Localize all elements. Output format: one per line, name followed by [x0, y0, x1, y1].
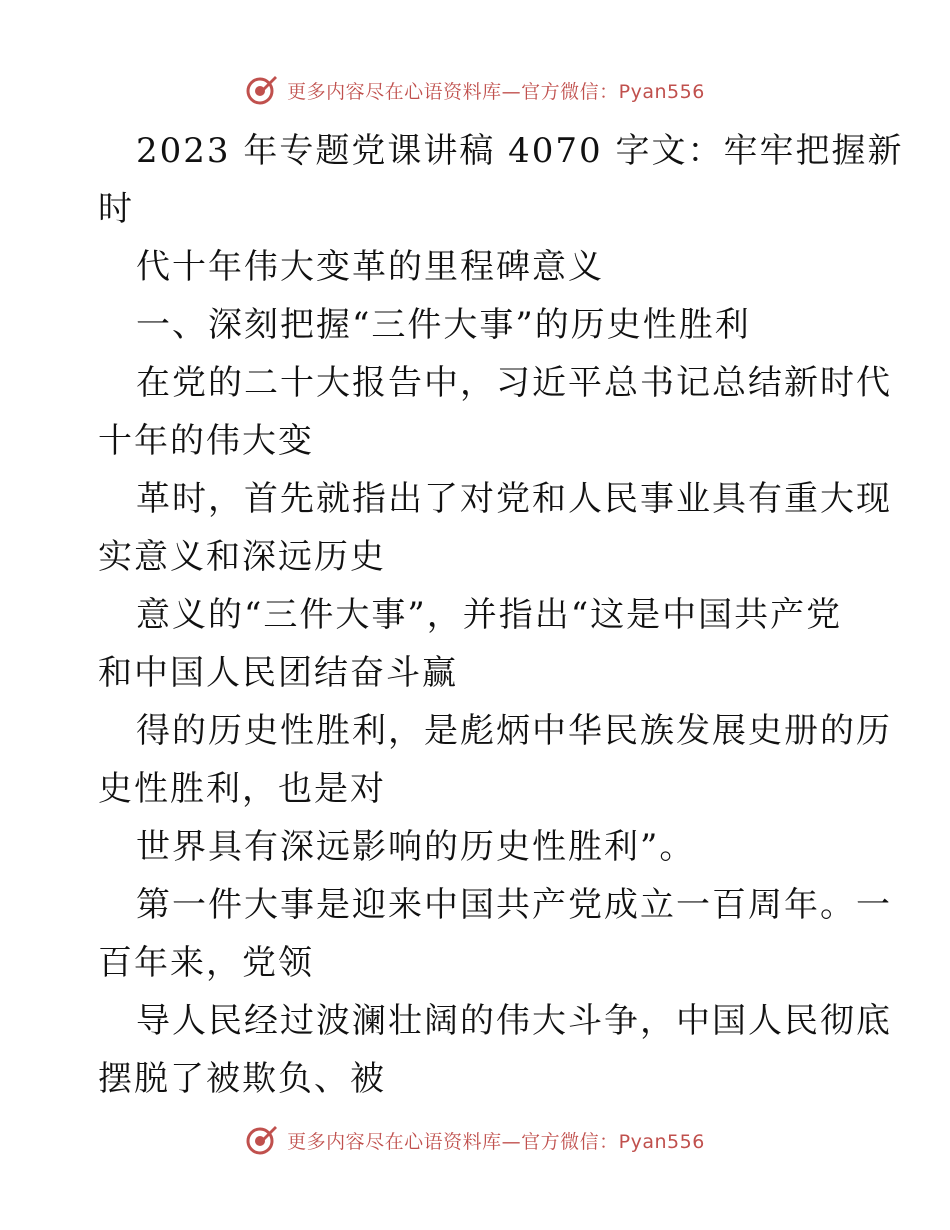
text-line: 和中国人民团结奋斗赢	[98, 653, 458, 693]
text-line: 得的历史性胜利，是彪炳中华民族发展史册的历	[136, 711, 892, 751]
text-line: 2023 年专题党课讲稿 4070 字文：牢牢把握新	[136, 131, 904, 171]
text-line: 时	[98, 189, 134, 229]
text-line: 导人民经过波澜壮阔的伟大斗争，中国人民彻底	[136, 1001, 892, 1041]
text-line: 一、深刻把握“三件大事”的历史性胜利	[136, 305, 751, 345]
pen-logo-icon	[245, 73, 279, 107]
footer-banner	[0, 1120, 950, 1160]
text-line: 革时，首先就指出了对党和人民事业具有重大现	[136, 479, 892, 519]
text-line: 摆脱了被欺负、被	[98, 1059, 386, 1099]
header-banner-text: 更多内容尽在心语资料库—官方微信：Pyan556	[287, 80, 705, 103]
document-body	[98, 122, 904, 1108]
text-line: 百年来，党领	[98, 943, 314, 983]
text-line: 世界具有深远影响的历史性胜利”。	[136, 827, 696, 867]
pen-logo-icon	[245, 1123, 279, 1157]
text-line: 第一件大事是迎来中国共产党成立一百周年。一	[136, 885, 892, 925]
footer-banner-text: 更多内容尽在心语资料库—官方微信：Pyan556	[287, 1130, 705, 1153]
text-line: 在党的二十大报告中，习近平总书记总结新时代	[136, 363, 892, 403]
text-line: 史性胜利，也是对	[98, 769, 386, 809]
text-line: 十年的伟大变	[98, 421, 314, 461]
text-line: 实意义和深远历史	[98, 537, 386, 577]
header-banner	[0, 70, 950, 110]
text-line: 代十年伟大变革的里程碑意义	[136, 247, 604, 287]
text-line: 意义的“三件大事”，并指出“这是中国共产党	[136, 595, 843, 635]
